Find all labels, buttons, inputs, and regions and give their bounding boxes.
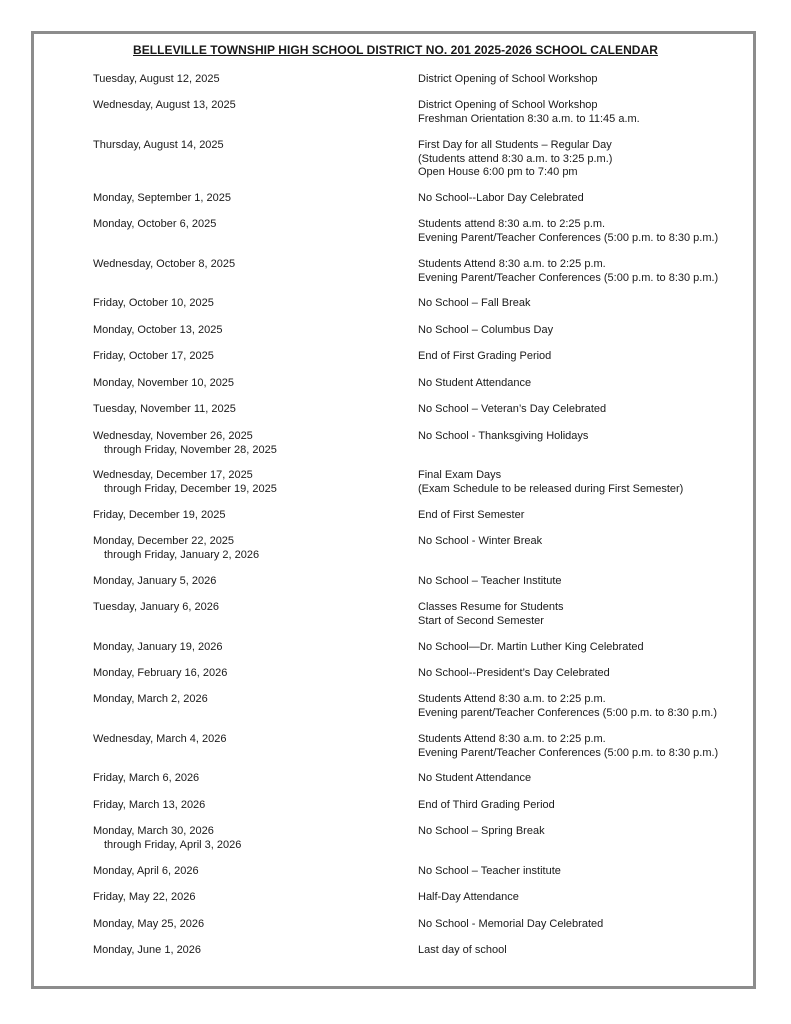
event-text: No School—Dr. Martin Luther King Celebrated	[418, 641, 644, 653]
date-cell	[93, 944, 403, 958]
date-text: Tuesday, August 12, 2025	[93, 73, 220, 85]
event-cell	[418, 944, 758, 958]
date-text: Monday, March 2, 2026	[93, 693, 208, 705]
event-cell	[418, 218, 758, 245]
event-text: Evening parent/Teacher Conferences (5:00 p.m. to 8:30 p.m.)	[418, 706, 717, 719]
event-cell	[418, 641, 758, 655]
event-text: Students Attend 8:30 a.m. to 2:25 p.m.	[418, 258, 606, 270]
date-text: Monday, October 6, 2025	[93, 218, 217, 230]
date-text: Monday, February 16, 2026	[93, 667, 228, 679]
date-text: Friday, December 19, 2025	[93, 509, 226, 521]
event-cell	[418, 139, 758, 180]
event-cell	[418, 99, 758, 126]
date-range-end: through Friday, December 19, 2025	[104, 482, 277, 495]
event-cell	[418, 733, 758, 760]
event-cell	[418, 772, 758, 786]
event-cell	[418, 825, 758, 839]
event-cell	[418, 667, 758, 681]
date-text: Friday, October 17, 2025	[93, 350, 214, 362]
event-text: No School--Labor Day Celebrated	[418, 192, 584, 204]
event-cell	[418, 350, 758, 364]
event-text: Last day of school	[418, 944, 507, 956]
event-text: No School – Teacher Institute	[418, 575, 562, 587]
date-cell	[93, 99, 403, 113]
date-text: Monday, June 1, 2026	[93, 944, 202, 956]
event-text: (Students attend 8:30 a.m. to 3:25 p.m.)	[418, 152, 613, 165]
event-cell	[418, 601, 758, 628]
date-cell	[93, 799, 403, 813]
date-cell	[93, 865, 403, 879]
date-cell	[93, 297, 403, 311]
date-text: Wednesday, December 17, 2025	[93, 469, 253, 481]
event-cell	[418, 535, 758, 549]
event-cell	[418, 799, 758, 813]
event-text: No School - Winter Break	[418, 535, 543, 547]
date-cell	[93, 469, 403, 496]
event-text: No School – Teacher institute	[418, 865, 561, 877]
date-cell	[93, 377, 403, 391]
event-text: Classes Resume for Students	[418, 601, 564, 613]
event-text: District Opening of School Workshop	[418, 99, 598, 111]
date-text: Wednesday, November 26, 2025	[93, 430, 253, 442]
event-cell	[418, 324, 758, 338]
event-text: End of Third Grading Period	[418, 799, 555, 811]
event-text: No School – Columbus Day	[418, 324, 554, 336]
date-cell	[93, 575, 403, 589]
date-text: Friday, May 22, 2026	[93, 891, 196, 903]
date-cell	[93, 350, 403, 364]
date-cell	[93, 641, 403, 655]
event-text: Freshman Orientation 8:30 a.m. to 11:45 a.m.	[418, 112, 640, 125]
event-cell	[418, 918, 758, 932]
event-text: Students Attend 8:30 a.m. to 2:25 p.m.	[418, 693, 606, 705]
event-cell	[418, 73, 758, 87]
date-cell	[93, 535, 403, 562]
date-text: Wednesday, August 13, 2025	[93, 99, 236, 111]
event-cell	[418, 258, 758, 285]
date-cell	[93, 918, 403, 932]
event-text: No School – Fall Break	[418, 297, 531, 309]
event-text: Open House 6:00 pm to 7:40 pm	[418, 166, 578, 178]
date-text: Monday, April 6, 2026	[93, 865, 199, 877]
event-text: No School – Spring Break	[418, 825, 545, 837]
date-text: Monday, January 19, 2026	[93, 641, 223, 653]
event-cell	[418, 403, 758, 417]
event-text: Final Exam Days	[418, 469, 502, 481]
date-cell	[93, 192, 403, 206]
event-text: District Opening of School Workshop	[418, 73, 598, 85]
event-text: Evening Parent/Teacher Conferences (5:00 p.m. to 8:30 p.m.)	[418, 746, 719, 759]
date-cell	[93, 772, 403, 786]
date-cell	[93, 733, 403, 747]
date-cell	[93, 509, 403, 523]
event-cell	[418, 865, 758, 879]
date-text: Monday, November 10, 2025	[93, 377, 235, 389]
date-text: Monday, October 13, 2025	[93, 324, 223, 336]
date-cell	[93, 258, 403, 272]
date-cell	[93, 139, 403, 153]
date-text: Monday, January 5, 2026	[93, 575, 217, 587]
event-cell	[418, 575, 758, 589]
event-cell	[418, 377, 758, 391]
event-cell	[418, 469, 758, 496]
date-text: Monday, September 1, 2025	[93, 192, 231, 204]
date-text: Monday, March 30, 2026	[93, 825, 214, 837]
event-text: Evening Parent/Teacher Conferences (5:00 p.m. to 8:30 p.m.)	[418, 271, 719, 284]
date-text: Tuesday, January 6, 2026	[93, 601, 219, 613]
event-cell	[418, 430, 758, 444]
date-cell	[93, 430, 403, 457]
date-range-end: through Friday, April 3, 2026	[104, 838, 242, 851]
event-text: No School - Thanksgiving Holidays	[418, 430, 589, 442]
date-cell	[93, 218, 403, 232]
date-cell	[93, 825, 403, 852]
event-cell	[418, 192, 758, 206]
event-cell	[418, 509, 758, 523]
date-text: Wednesday, March 4, 2026	[93, 733, 227, 745]
event-text: No School – Veteran’s Day Celebrated	[418, 403, 607, 415]
event-text: Students Attend 8:30 a.m. to 2:25 p.m.	[418, 733, 606, 745]
date-cell	[93, 601, 403, 615]
date-text: Tuesday, November 11, 2025	[93, 403, 236, 415]
date-cell	[93, 693, 403, 707]
date-cell	[93, 667, 403, 681]
event-text: First Day for all Students – Regular Day	[418, 139, 612, 151]
event-text: Evening Parent/Teacher Conferences (5:00 p.m. to 8:30 p.m.)	[418, 231, 719, 244]
date-text: Monday, May 25, 2026	[93, 918, 205, 930]
date-text: Friday, March 6, 2026	[93, 772, 200, 784]
event-text: End of First Semester	[418, 509, 525, 521]
event-text: Start of Second Semester	[418, 614, 544, 627]
date-cell	[93, 403, 403, 417]
event-cell	[418, 891, 758, 905]
date-range-end: through Friday, November 28, 2025	[104, 443, 277, 456]
event-text: No School--President’s Day Celebrated	[418, 667, 610, 679]
event-text: No School - Memorial Day Celebrated	[418, 918, 604, 930]
date-cell	[93, 73, 403, 87]
date-cell	[93, 324, 403, 338]
event-text: End of First Grading Period	[418, 350, 552, 362]
event-text: No Student Attendance	[418, 377, 532, 389]
date-text: Wednesday, October 8, 2025	[93, 258, 236, 270]
event-cell	[418, 693, 758, 720]
event-cell	[418, 297, 758, 311]
event-text: Students attend 8:30 a.m. to 2:25 p.m.	[418, 218, 606, 230]
date-text: Thursday, August 14, 2025	[93, 139, 224, 151]
date-text: Friday, October 10, 2025	[93, 297, 214, 309]
date-cell	[93, 891, 403, 905]
page-title: BELLEVILLE TOWNSHIP HIGH SCHOOL DISTRICT NO. 201 2025-2026 SCHOOL CALENDAR	[133, 43, 658, 57]
date-range-end: through Friday, January 2, 2026	[104, 548, 260, 561]
date-text: Friday, March 13, 2026	[93, 799, 206, 811]
date-text: Monday, December 22, 2025	[93, 535, 235, 547]
event-text: (Exam Schedule to be released during First Semester)	[418, 482, 684, 495]
event-text: Half-Day Attendance	[418, 891, 519, 903]
event-text: No Student Attendance	[418, 772, 532, 784]
